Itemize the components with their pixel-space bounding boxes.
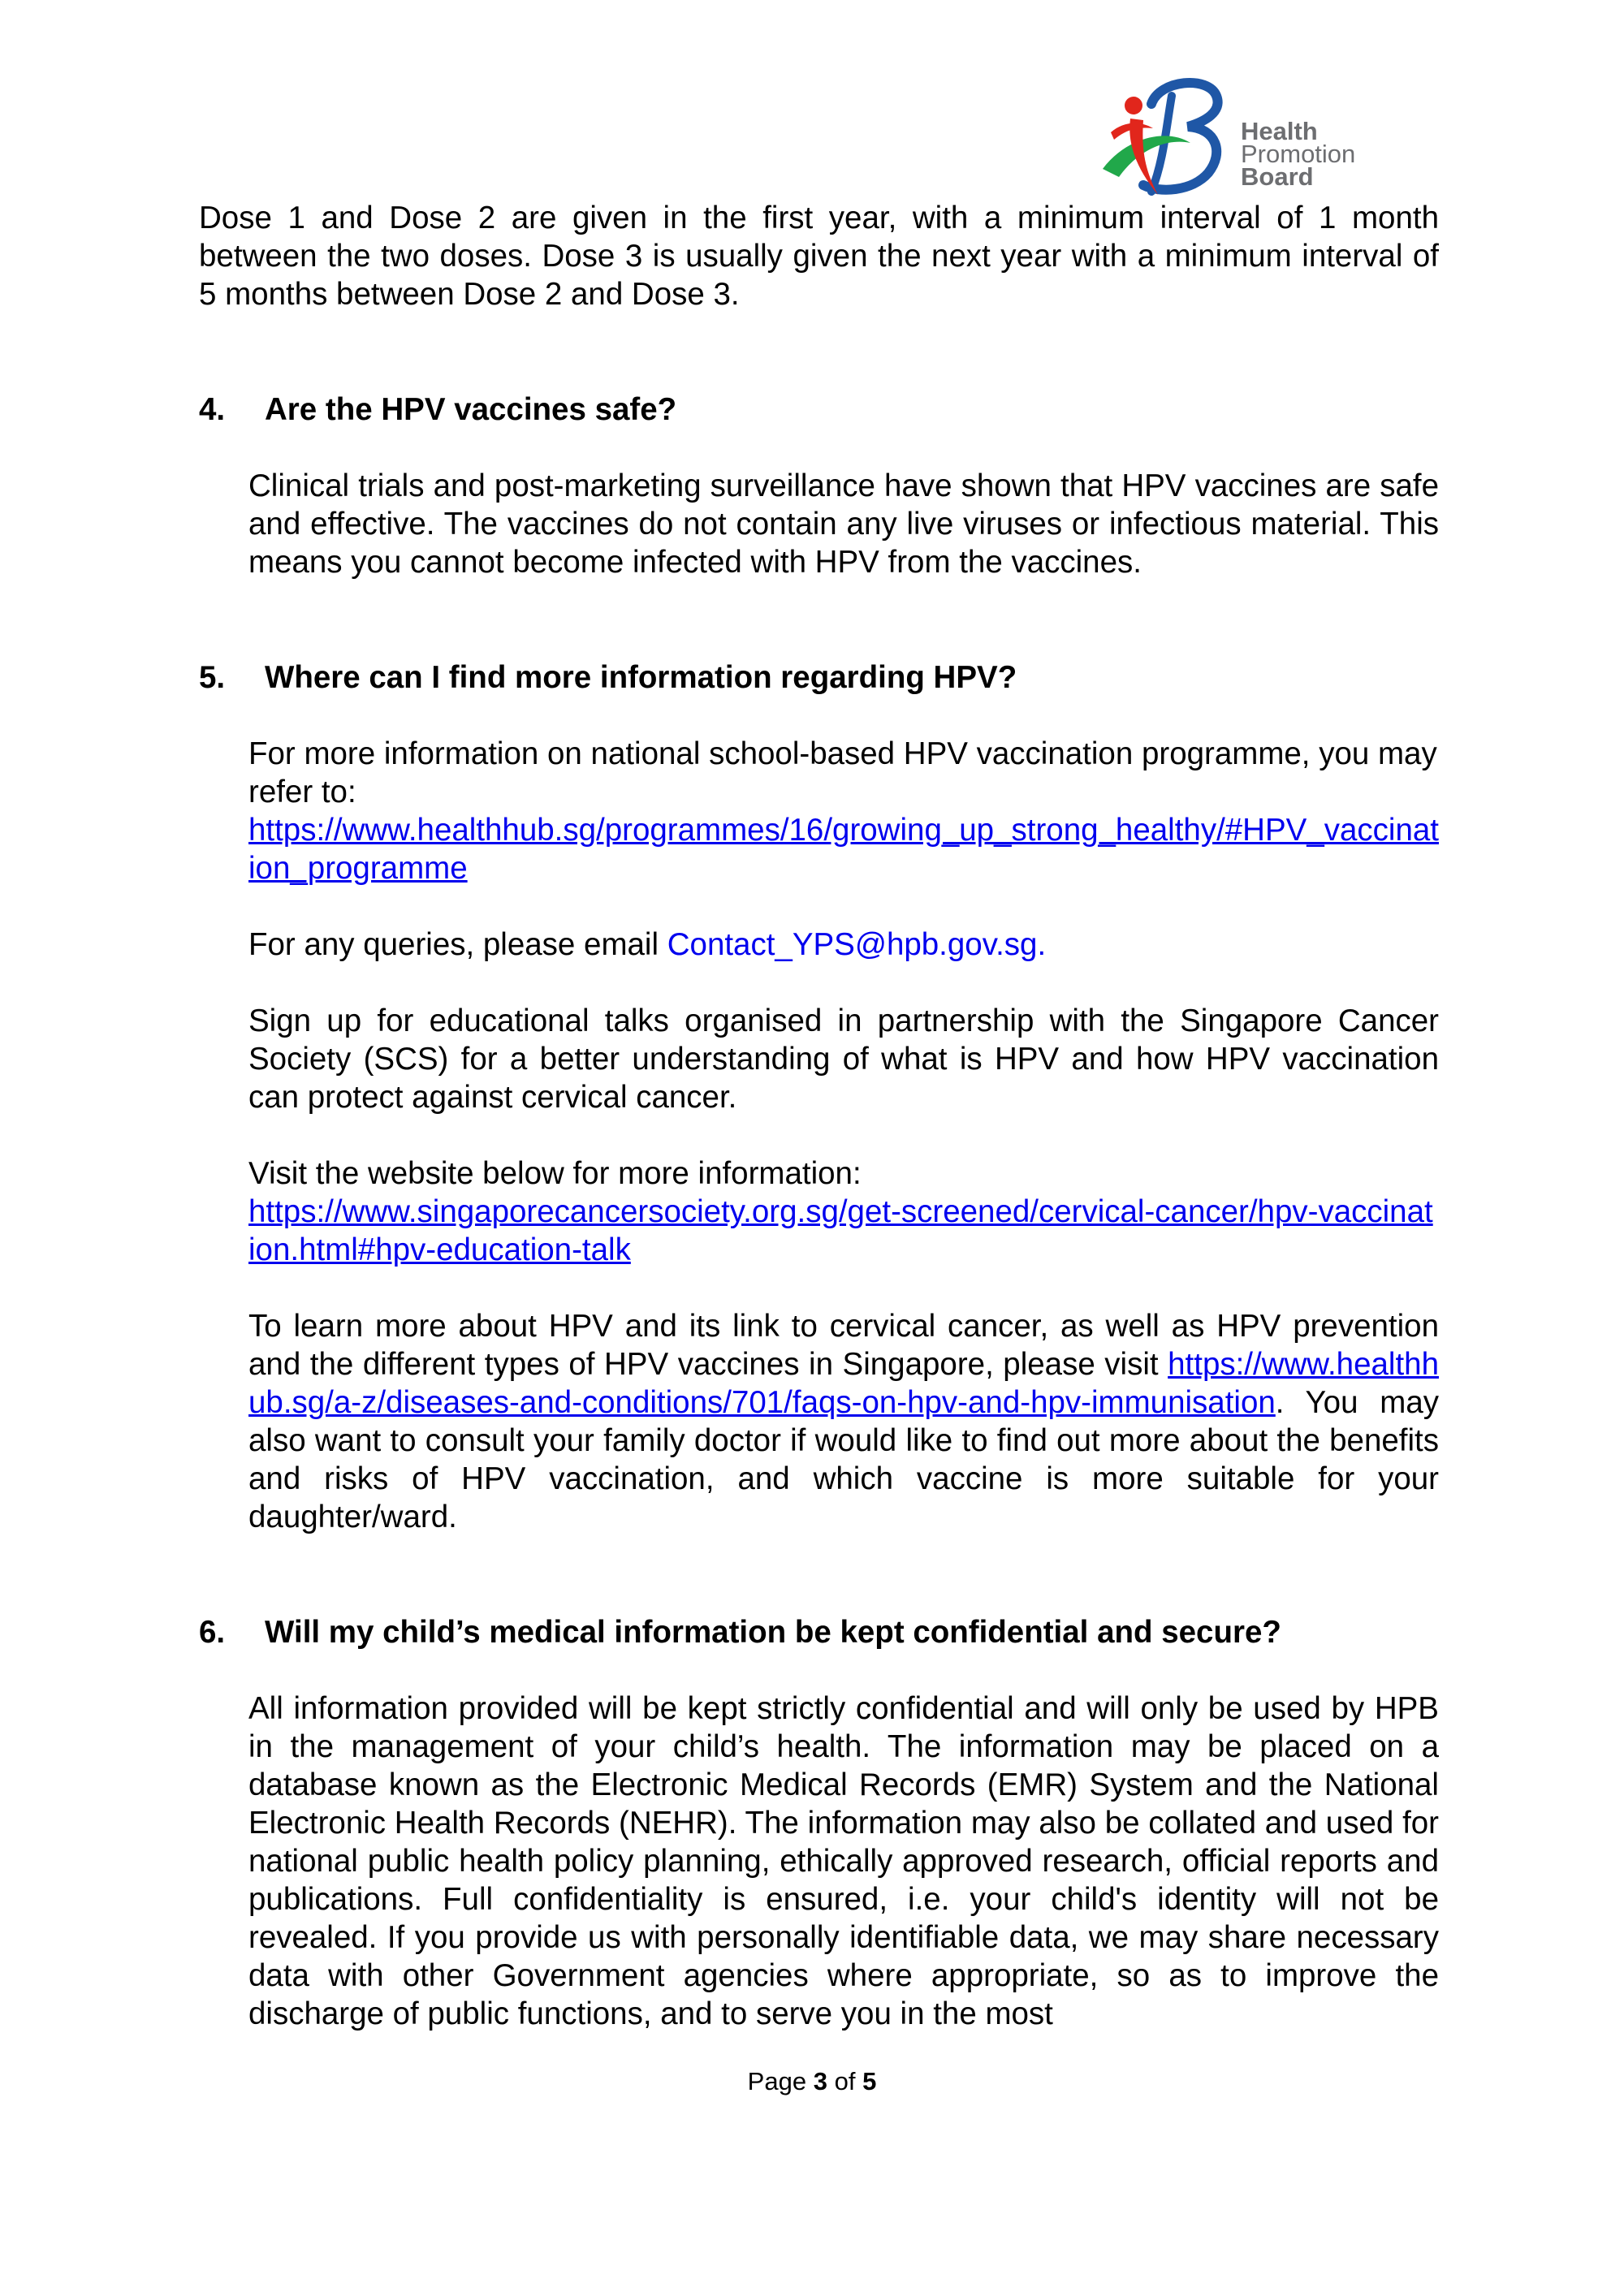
scs-education-link[interactable]: https://www.singaporecancersociety.org.sg/get-screened/cervical-cancer/hpv-vaccination.html#hpv-education-talk (248, 1194, 1433, 1267)
logo-line-board: Board (1241, 162, 1314, 191)
question-title: Are the HPV vaccines safe? (265, 392, 677, 427)
question-6-answer: All information provided will be kept strictly confidential and will only be used by HPB in the management of your child’s health. The information may be placed on a database known as the Electronic Medical Records (EMR) System and the National Electronic Health Records (NEHR). The information may also be collated and used for national public health policy planning, ethically approved research, official reports and publications. Full confidentiality is ensured, i.e. your child's identity will not be revealed. If you provide us with personally identifiable data, we may share necessary data with other Government agencies where appropriate, so as to improve the discharge of public functions, and to serve you in the most (248, 1691, 1439, 2031)
question-5-answer (248, 735, 1439, 1536)
question-title: Will my child’s medical information be kept confidential and secure? (265, 1615, 1281, 1650)
page-label: Page (747, 2067, 807, 2095)
question-4-answer: Clinical trials and post-marketing surveillance have shown that HPV vaccines are safe and effective. The vaccines do not contain any live viruses or infectious material. This means you cannot become infected with HPV from the vaccines. (248, 468, 1439, 580)
question-6-heading (199, 1613, 1439, 1651)
current-page-number: 3 (813, 2067, 827, 2095)
hpb-logo-icon (1095, 71, 1233, 209)
question-number: 4. (199, 392, 226, 427)
hpb-logo (1095, 71, 1371, 209)
healthhub-faq-link[interactable]: https://www.healthhub.sg/a-z/diseases-and-conditions/701/faqs-on-hpv-and-hpv-immunisation (248, 1347, 1439, 1420)
learn-more-text: To learn more about HPV and its link to cervical cancer, as well as HPV prevention and the different types of HPV vaccines in Singapore, please visit (248, 1309, 1439, 1382)
healthhub-programme-link[interactable]: https://www.healthhub.sg/programmes/16/growing_up_strong_healthy/#HPV_vaccination_programme (248, 813, 1439, 886)
of-label: of (834, 2067, 856, 2095)
question-number: 5. (199, 660, 226, 695)
question-5-heading (199, 658, 1439, 697)
total-pages-number: 5 (862, 2067, 877, 2095)
question-title: Where can I find more information regarding HPV? (265, 660, 1017, 695)
logo-line-health: Health (1241, 117, 1318, 145)
info-text: For more information on national school-based HPV vaccination programme, you may refer to: (248, 736, 1437, 809)
question-4-heading (199, 391, 1439, 429)
page-footer (0, 2067, 1624, 2096)
queries-text: For any queries, please email (248, 927, 667, 962)
contact-email-link[interactable]: Contact_YPS@hpb.gov.sg. (667, 927, 1047, 962)
question-number: 6. (199, 1615, 226, 1650)
intro-paragraph: Dose 1 and Dose 2 are given in the first year, with a minimum interval of 1 month between the two doses. Dose 3 is usually given the next year with a minimum interval of 5 months between Dose 2 and Dose 3. (199, 201, 1439, 312)
visit-text: Visit the website below for more information: (248, 1156, 862, 1191)
document-body (199, 199, 1439, 2033)
logo-wordmark (1241, 117, 1356, 191)
consult-text: . You may also want to consult your family doctor if would like to find out more about the benefits and risks of HPV vaccination, and which vaccine is more suitable for your daughter/ward. (248, 1385, 1439, 1534)
logo-line-promotion: Promotion (1241, 140, 1356, 168)
talks-paragraph: Sign up for educational talks organised in partnership with the Singapore Cancer Society (SCS) for a better understanding of what is HPV and how HPV vaccination can protect against cervical cancer. (248, 1003, 1439, 1115)
